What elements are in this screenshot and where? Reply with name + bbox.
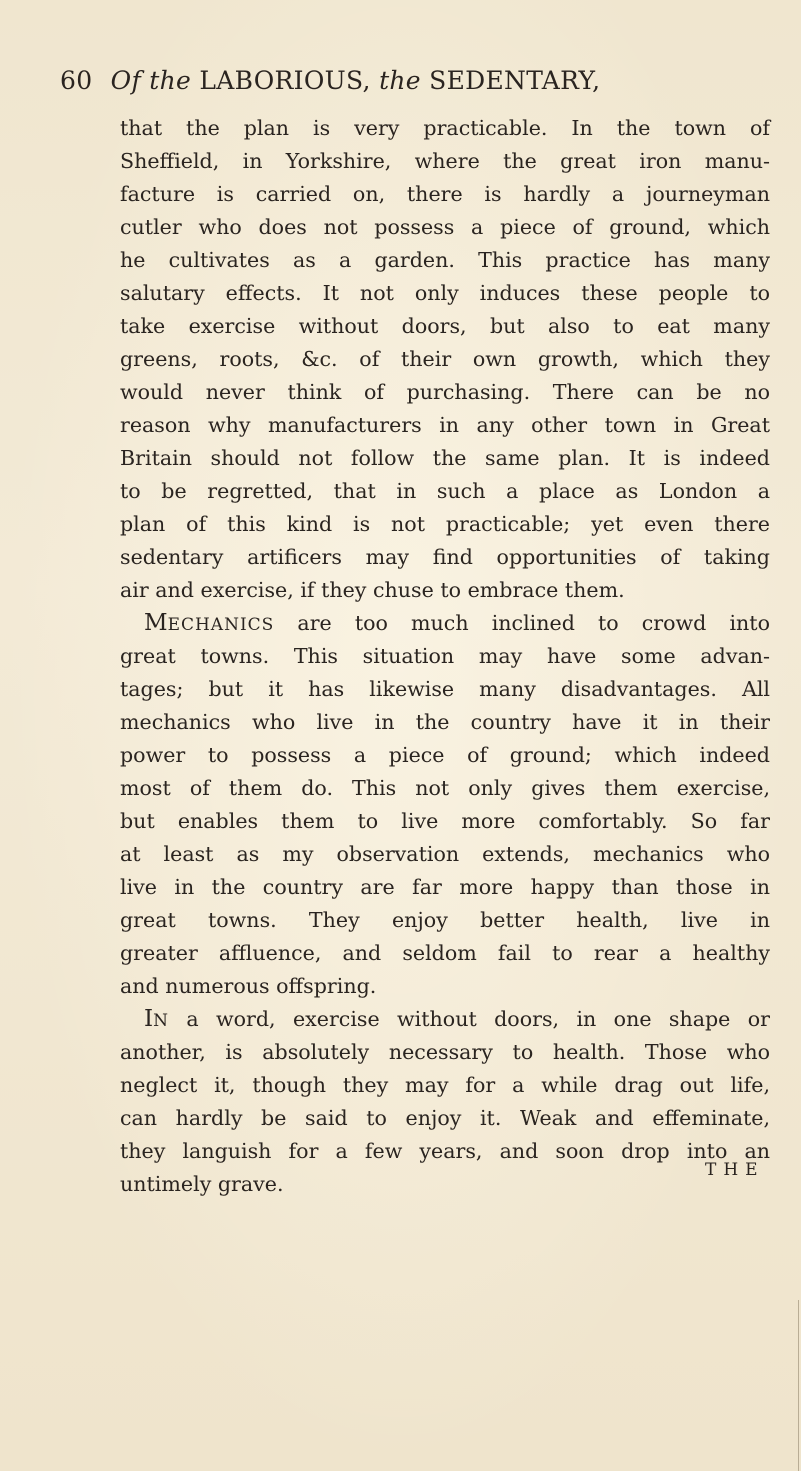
header-italic-2: the (379, 66, 421, 95)
text-line: Sheffield, in Yorkshire, where the great iron manu- (120, 149, 770, 173)
paragraph-lead-line (120, 607, 770, 640)
text-line: take exercise without doors, but also to eat many (120, 314, 770, 338)
text-line: but enables them to live more comfortably. So far (120, 809, 770, 833)
text-line: untimely grave. (120, 1172, 284, 1196)
lead-initial: M (144, 610, 168, 636)
text-line: cutler who does not possess a piece of ground, which (120, 215, 770, 239)
paragraph-3 (120, 1003, 770, 1201)
text-line: plan of this kind is not practicable; yet even there (120, 512, 770, 536)
lead-small-caps: N (153, 1011, 169, 1031)
text-line: salutary effects. It not only induces these people to (120, 281, 770, 305)
lead-line-rest: a word, exercise without doors, in one shape or (168, 1007, 770, 1031)
text-line: they languish for a few years, and soon drop into an (120, 1139, 770, 1163)
lead-line-rest: are too much inclined to crowd into (274, 611, 770, 635)
text-line: mechanics who live in the country have it in their (120, 710, 770, 734)
text-line: sedentary artificers may find opportunities of taking (120, 545, 770, 569)
text-line: neglect it, though they may for a while drag out life, (120, 1073, 770, 1097)
text-line: at least as my observation extends, mechanics who (120, 842, 770, 866)
page-edge (798, 1300, 799, 1471)
text-line: he cultivates as a garden. This practice has many (120, 248, 770, 272)
paragraph-1 (120, 112, 770, 607)
text-line: greens, roots, &c. of their own growth, which they (120, 347, 770, 371)
text-line: most of them do. This not only gives them exercise, (120, 776, 770, 800)
body-text (120, 112, 770, 1201)
lead-initial: I (144, 1006, 154, 1032)
text-line: can hardly be said to enjoy it. Weak and effeminate, (120, 1106, 770, 1130)
text-line: greater affluence, and seldom fail to rear a healthy (120, 941, 770, 965)
lead-small-caps: ECHANICS (167, 615, 275, 635)
text-line: power to possess a piece of ground; which indeed (120, 743, 770, 767)
text-line: reason why manufacturers in any other town in Great (120, 413, 770, 437)
text-line: that the plan is very practicable. In the town of (120, 116, 770, 140)
text-line: another, is absolutely necessary to health. Those who (120, 1040, 770, 1064)
running-header (60, 66, 760, 95)
text-line: Britain should not follow the same plan. It is indeed (120, 446, 770, 470)
page-number: 60 (60, 66, 93, 95)
text-line: air and exercise, if they chuse to embrace them. (120, 578, 625, 602)
paragraph-2 (120, 607, 770, 1003)
text-line: tages; but it has likewise many disadvantages. All (120, 677, 770, 701)
text-line: great towns. This situation may have some advan- (120, 644, 770, 668)
paragraph-lead-line (120, 1003, 770, 1036)
header-caps-2: SEDENTARY, (429, 66, 601, 95)
text-line: would never think of purchasing. There can be no (120, 380, 770, 404)
catchword: THE (705, 1160, 765, 1180)
text-line: facture is carried on, there is hardly a journeyman (120, 182, 770, 206)
text-line: great towns. They enjoy better health, live in (120, 908, 770, 932)
text-line: to be regretted, that in such a place as London a (120, 479, 770, 503)
header-caps-1: LABORIOUS, (199, 66, 371, 95)
text-line: live in the country are far more happy than those in (120, 875, 770, 899)
header-italic-1: Of the (110, 66, 192, 95)
text-line: and numerous offspring. (120, 974, 377, 998)
